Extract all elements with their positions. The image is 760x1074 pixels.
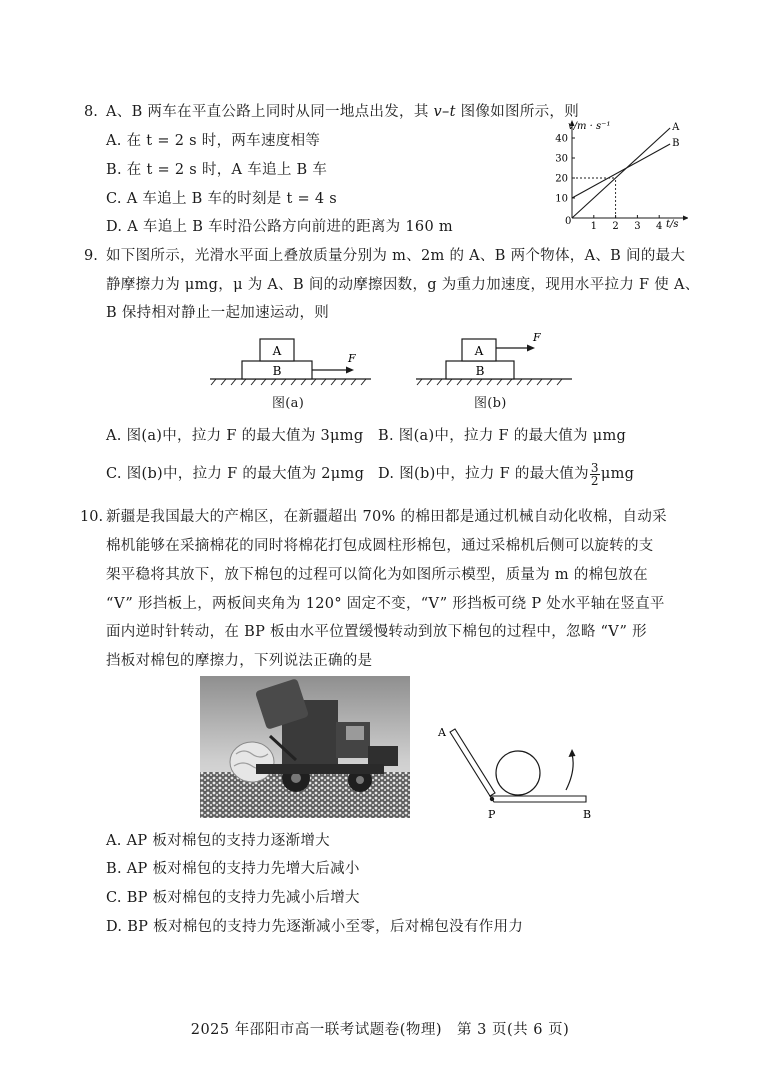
q10-line-5: 面内逆时针转动，在 BP 板由水平位置缓慢转动到放下棉包的过程中，忽略 “V” 形 [106,624,647,640]
fraction-denominator: 2 [590,473,599,488]
q9-option-d-unit: μmg [600,466,635,482]
q10-line-2: 棉机能够在采摘棉花的同时将棉花打包成圆柱形棉包，通过采棉机后侧可以旋转的支 [106,538,654,554]
chart-x-axis-arrow [683,216,688,221]
q10-line-3: 架平稳将其放下，放下棉包的过程可以简化为如图所示模型，质量为 m 的棉包放在 [106,567,648,583]
q10-line-4: “V” 形挡板上，两板间夹角为 120° 固定不变，“V” 形挡板可绕 P 处水平轴在竖直平 [106,596,665,612]
q9-line-2: 静摩擦力为 μmg，μ 为 A、B 间的动摩擦因数，g 为重力加速度，现用水平拉力 F 使 A、 [106,277,700,293]
chart-y-tick-label: 20 [555,173,568,185]
chart-series-line-b [572,144,670,198]
q8-option-b: B. 在 t = 2 s 时，A 车追上 B 车 [106,162,328,178]
q8-stem-var: v–t [433,104,456,120]
q9-option-a: A. 图(a)中，拉力 F 的最大值为 3μmg [106,428,364,444]
figure-b-caption: 图(b) [474,396,507,411]
q9-line-3: B 保持相对静止一起加速运动，则 [106,305,330,321]
q9-line-1: 如下图所示，光滑水平面上叠放质量分别为 m、2m 的 A、B 两个物体，A、B 间的最大 [106,248,686,264]
q9-option-b: B. 图(a)中，拉力 F 的最大值为 μmg [378,428,627,444]
label-b: B [583,808,592,821]
chart-y-tick-label: 10 [555,193,568,205]
q8-option-a: A. 在 t = 2 s 时，两车速度相等 [106,133,321,149]
chart-x-tick-label: 3 [634,221,641,232]
chart-y-tick-label: 30 [555,153,568,165]
chart-series-label-b: B [672,138,680,149]
q8-number: 8. [84,104,98,120]
fraction [590,462,600,487]
q8-stem-b: 图像如图所示，则 [455,104,580,120]
fraction-numerator: 3 [590,460,599,475]
force-label-a: F [348,352,356,365]
vt-chart [548,115,688,233]
chart-y-axis-label: v/m · s⁻¹ [568,121,611,132]
q10-option-b: B. AP 板对棉包的支持力先增大后减小 [106,861,360,877]
q8-option-d: D. A 车追上 B 车时沿公路方向前进的距离为 160 m [106,219,453,235]
q8-stem-a: A、B 两车在平直公路上同时从同一地点出发，其 [106,104,434,120]
chart-x-tick-label: 1 [590,221,597,232]
label-p: P [488,808,496,821]
q10-line-1: 新疆是我国最大的产棉区，在新疆超出 70% 的棉田都是通过机械自动化收棉，自动采 [106,509,667,525]
q10-number: 10. [80,509,104,525]
q9-option-d [378,459,634,489]
q9-option-d-text: D. 图(b)中，拉力 F 的最大值为 [378,466,589,482]
chart-x-axis-label: t/s [666,219,679,230]
q8-stem [106,102,579,122]
chart-x-tick-label: 4 [656,221,663,232]
q10-option-a: A. AP 板对棉包的支持力逐渐增大 [106,833,330,849]
force-label-b: F [533,333,541,344]
page-footer: 2025 年邵阳市高一联考试题卷(物理) 第 3 页(共 6 页) [190,1022,570,1038]
q9-option-c: C. 图(b)中，拉力 F 的最大值为 2μmg [106,466,365,482]
block-b-label-a: B [272,364,282,378]
chart-origin-label: 0 [565,216,572,227]
block-a-label-b: A [474,344,484,358]
block-a-label-a: A [272,344,282,358]
q10-option-d: D. BP 板对棉包的支持力先逐渐减小至零，后对棉包没有作用力 [106,919,524,935]
q10-option-c: C. BP 板对棉包的支持力先减小后增大 [106,890,360,906]
q9-number: 9. [84,248,98,264]
cotton-bale-circle [496,751,540,795]
cotton-harvester-photo [200,676,410,818]
chart-series-label-a: A [672,122,680,133]
q10-line-6: 挡板对棉包的摩擦力，下列说法正确的是 [106,653,373,669]
label-a: A [438,726,446,739]
chart-series-line-a [572,128,670,218]
chart-x-tick-label: 2 [612,221,619,232]
figure-a-caption: 图(a) [272,396,305,411]
v-baffle-diagram [436,722,604,824]
chart-y-tick-label: 40 [555,133,568,145]
block-b-label-b: B [475,364,485,378]
q8-option-c: C. A 车追上 B 车的时刻是 t = 4 s [106,191,338,207]
